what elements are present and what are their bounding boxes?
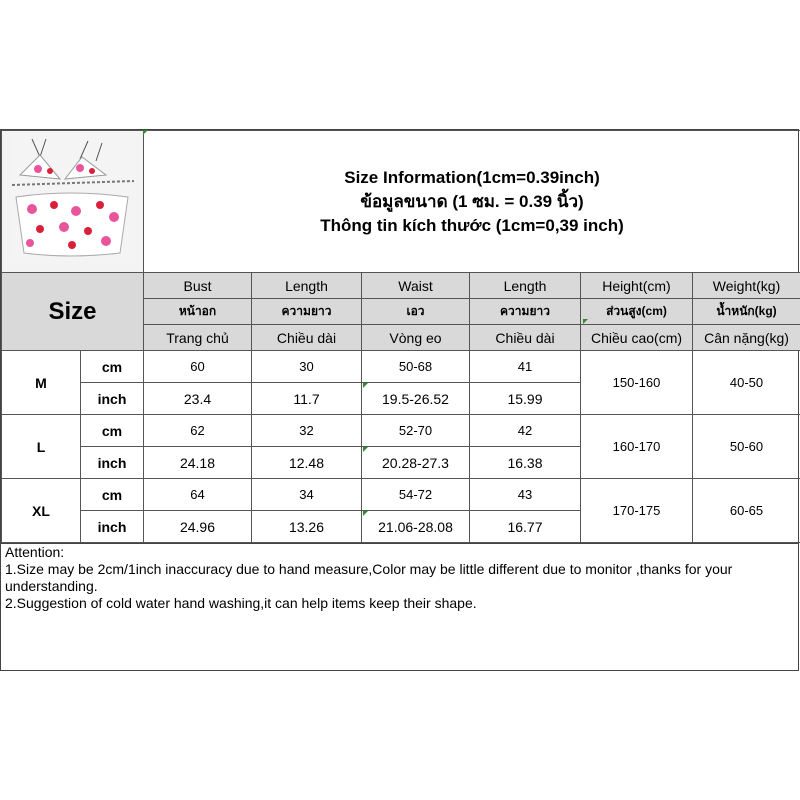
xl-height: 170-175 bbox=[581, 479, 693, 543]
size-xl-label: XL bbox=[2, 479, 81, 543]
title-vi: Thông tin kích thước (1cm=0,39 inch) bbox=[320, 215, 624, 235]
xl-inch-length: 13.26 bbox=[252, 511, 362, 543]
m-cm-length2: 41 bbox=[470, 351, 581, 383]
col-weight-en: Weight(kg) bbox=[693, 273, 800, 299]
col-height-th: ส่วนสูง(cm) bbox=[581, 299, 693, 325]
title-box bbox=[144, 131, 800, 273]
l-inch-bust: 24.18 bbox=[144, 447, 252, 479]
xl-cm-length2: 43 bbox=[470, 479, 581, 511]
size-chart bbox=[0, 129, 799, 671]
size-m-label: M bbox=[2, 351, 81, 415]
cell-marker bbox=[143, 130, 148, 135]
col-waist-th: เอว bbox=[362, 299, 470, 325]
col-weight-vi: Cân nặng(kg) bbox=[693, 325, 800, 351]
col-length2-en: Length bbox=[470, 273, 581, 299]
xl-cm-bust: 64 bbox=[144, 479, 252, 511]
unit-cm: cm bbox=[81, 351, 144, 383]
attention-heading: Attention: bbox=[5, 544, 65, 560]
col-height-en: Height(cm) bbox=[581, 273, 693, 299]
l-weight: 50-60 bbox=[693, 415, 800, 479]
col-length2-th: ความยาว bbox=[470, 299, 581, 325]
col-waist-en: Waist bbox=[362, 273, 470, 299]
xl-weight: 60-65 bbox=[693, 479, 800, 543]
cell-marker bbox=[363, 511, 368, 516]
col-bust-th: หน้าอก bbox=[144, 299, 252, 325]
unit-inch: inch bbox=[81, 447, 144, 479]
col-bust-vi: Trang chủ bbox=[144, 325, 252, 351]
attention-line-1-cont: understanding. bbox=[5, 578, 98, 594]
cell-marker bbox=[363, 383, 368, 388]
col-waist-vi: Vòng eo bbox=[362, 325, 470, 351]
m-inch-waist: 19.5-26.52 bbox=[362, 383, 470, 415]
cell-marker bbox=[363, 447, 368, 452]
xl-inch-length2: 16.77 bbox=[470, 511, 581, 543]
attention-line-2: 2.Suggestion of cold water hand washing,it can help items keep their shape. bbox=[5, 595, 477, 611]
m-cm-length: 30 bbox=[252, 351, 362, 383]
l-cm-bust: 62 bbox=[144, 415, 252, 447]
col-height-vi: Chiều cao(cm) bbox=[581, 325, 693, 351]
xl-cm-length: 34 bbox=[252, 479, 362, 511]
m-cm-bust: 60 bbox=[144, 351, 252, 383]
xl-inch-bust: 24.96 bbox=[144, 511, 252, 543]
m-height: 150-160 bbox=[581, 351, 693, 415]
product-photo bbox=[2, 131, 144, 273]
col-length-vi: Chiều dài bbox=[252, 325, 362, 351]
size-l-label: L bbox=[2, 415, 81, 479]
unit-inch: inch bbox=[81, 511, 144, 543]
l-height: 160-170 bbox=[581, 415, 693, 479]
col-weight-th: น้ำหนัก(kg) bbox=[693, 299, 800, 325]
attention-notes bbox=[1, 543, 798, 671]
size-header: Size bbox=[2, 273, 144, 351]
l-cm-waist: 52-70 bbox=[362, 415, 470, 447]
unit-cm: cm bbox=[81, 415, 144, 447]
l-cm-length: 32 bbox=[252, 415, 362, 447]
m-inch-length: 11.7 bbox=[252, 383, 362, 415]
m-weight: 40-50 bbox=[693, 351, 800, 415]
attention-line-1: 1.Size may be 2cm/1inch inaccuracy due to hand measure,Color may be little different due to monitor ,thanks for your bbox=[5, 561, 733, 577]
m-inch-length2: 15.99 bbox=[470, 383, 581, 415]
m-cm-waist: 50-68 bbox=[362, 351, 470, 383]
bikini-print-image bbox=[10, 135, 136, 263]
title-en: Size Information(1cm=0.39inch) bbox=[344, 167, 600, 187]
xl-inch-waist: 21.06-28.08 bbox=[362, 511, 470, 543]
xl-cm-waist: 54-72 bbox=[362, 479, 470, 511]
col-length-th: ความยาว bbox=[252, 299, 362, 325]
col-length2-vi: Chiều dài bbox=[470, 325, 581, 351]
cell-marker bbox=[583, 319, 588, 324]
col-length-en: Length bbox=[252, 273, 362, 299]
size-table bbox=[1, 130, 800, 543]
col-bust-en: Bust bbox=[144, 273, 252, 299]
l-inch-length: 12.48 bbox=[252, 447, 362, 479]
title-th: ข้อมูลขนาด (1 ซม. = 0.39 นิ้ว) bbox=[360, 191, 584, 211]
unit-cm: cm bbox=[81, 479, 144, 511]
unit-inch: inch bbox=[81, 383, 144, 415]
l-cm-length2: 42 bbox=[470, 415, 581, 447]
l-inch-waist: 20.28-27.3 bbox=[362, 447, 470, 479]
l-inch-length2: 16.38 bbox=[470, 447, 581, 479]
m-inch-bust: 23.4 bbox=[144, 383, 252, 415]
